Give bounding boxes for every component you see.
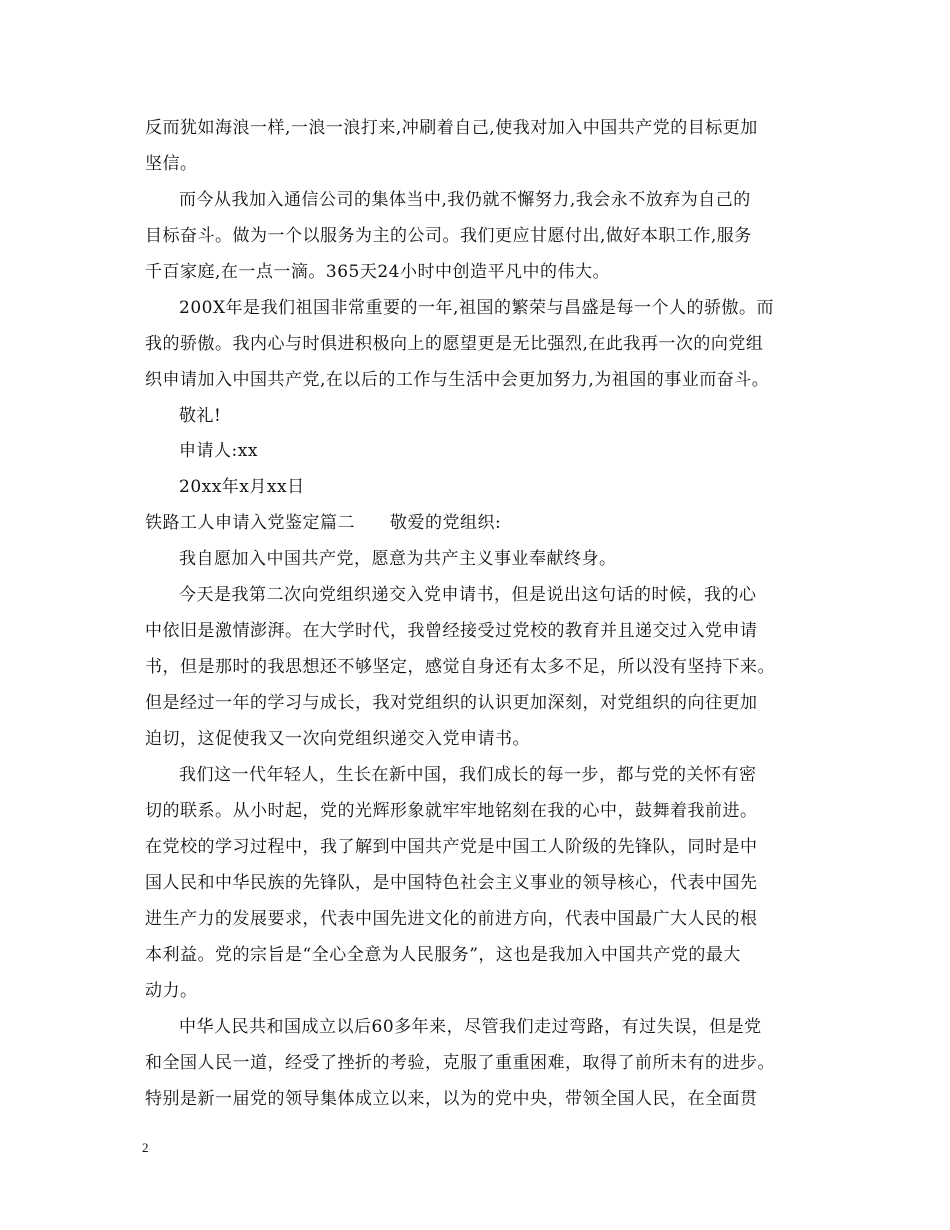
date-line: 20xx年x月xx日	[179, 477, 305, 497]
body-line: 千百家庭,在一点一滴。365天24小时中创造平凡中的伟大。	[145, 262, 610, 282]
body-line: 200X年是我们祖国非常重要的一年,祖国的繁荣与昌盛是每一个人的骄傲。而	[179, 298, 774, 318]
body-line: 反而犹如海浪一样,一浪一浪打来,冲刷着自己,使我对加入中国共产党的目标更加	[145, 118, 758, 138]
body-line: 织申请加入中国共产党,在以后的工作与生活中会更加努力,为祖国的事业而奋斗。	[145, 370, 770, 390]
body-line: 在党校的学习过程中，我了解到中国共产党是中国工人阶级的先锋队，同时是中	[145, 837, 758, 857]
body-line: 但是经过一年的学习与成长，我对党组织的认识更加深刻，对党组织的向往更加	[145, 693, 758, 713]
body-line: 特别是新一届党的领导集体成立以来，以为的党中央，带领全国人民，在全面贯	[145, 1089, 758, 1109]
section-heading: 铁路工人申请入党鉴定篇二 敬爱的党组织:	[145, 513, 502, 533]
body-line: 进生产力的发展要求，代表中国先进文化的前进方向，代表中国最广大人民的根	[145, 909, 758, 929]
body-line: 目标奋斗。做为一个以服务为主的公司。我们更应甘愿付出,做好本职工作,服务	[145, 226, 752, 246]
body-line: 而今从我加入通信公司的集体当中,我仍就不懈努力,我会永不放弃为自己的	[179, 190, 751, 210]
applicant-line: 申请人:xx	[179, 441, 258, 461]
body-line: 切的联系。从小时起，党的光辉形象就牢牢地铭刻在我的心中，鼓舞着我前进。	[145, 801, 758, 821]
salutation: 敬礼!	[179, 406, 222, 426]
body-line: 动力。	[145, 981, 198, 1001]
page-number: 2	[142, 1140, 149, 1155]
body-line: 国人民和中华民族的先锋队，是中国特色社会主义事业的领导核心，代表中国先	[145, 873, 758, 893]
body-line: 我自愿加入中国共产党，愿意为共产主义事业奉献终身。	[179, 549, 617, 569]
body-line: 和全国人民一道，经受了挫折的考验，克服了重重困难，取得了前所未有的进步。	[145, 1053, 775, 1073]
body-line: 中依旧是激情澎湃。在大学时代，我曾经接受过党校的教育并且递交过入党申请	[145, 621, 758, 641]
body-line: 我们这一代年轻人，生长在新中国，我们成长的每一步，都与党的关怀有密	[179, 765, 757, 785]
body-line: 今天是我第二次向党组织递交入党申请书，但是说出这句话的时候，我的心	[179, 585, 757, 605]
body-line: 我的骄傲。我内心与时俱进积极向上的愿望更是无比强烈,在此我再一次的向党组	[145, 334, 764, 354]
body-line: 本利益。党的宗旨是“全心全意为人民服务”，这也是我加入中国共产党的最大	[145, 945, 741, 965]
body-line: 坚信。	[145, 154, 198, 174]
body-line: 中华人民共和国成立以后60多年来，尽管我们走过弯路，有过失误，但是党	[179, 1017, 762, 1037]
body-line: 迫切，这促使我又一次向党组织递交入党申请书。	[145, 729, 530, 749]
body-line: 书，但是那时的我思想还不够坚定，感觉自身还有太多不足，所以没有坚持下来。	[145, 657, 775, 677]
